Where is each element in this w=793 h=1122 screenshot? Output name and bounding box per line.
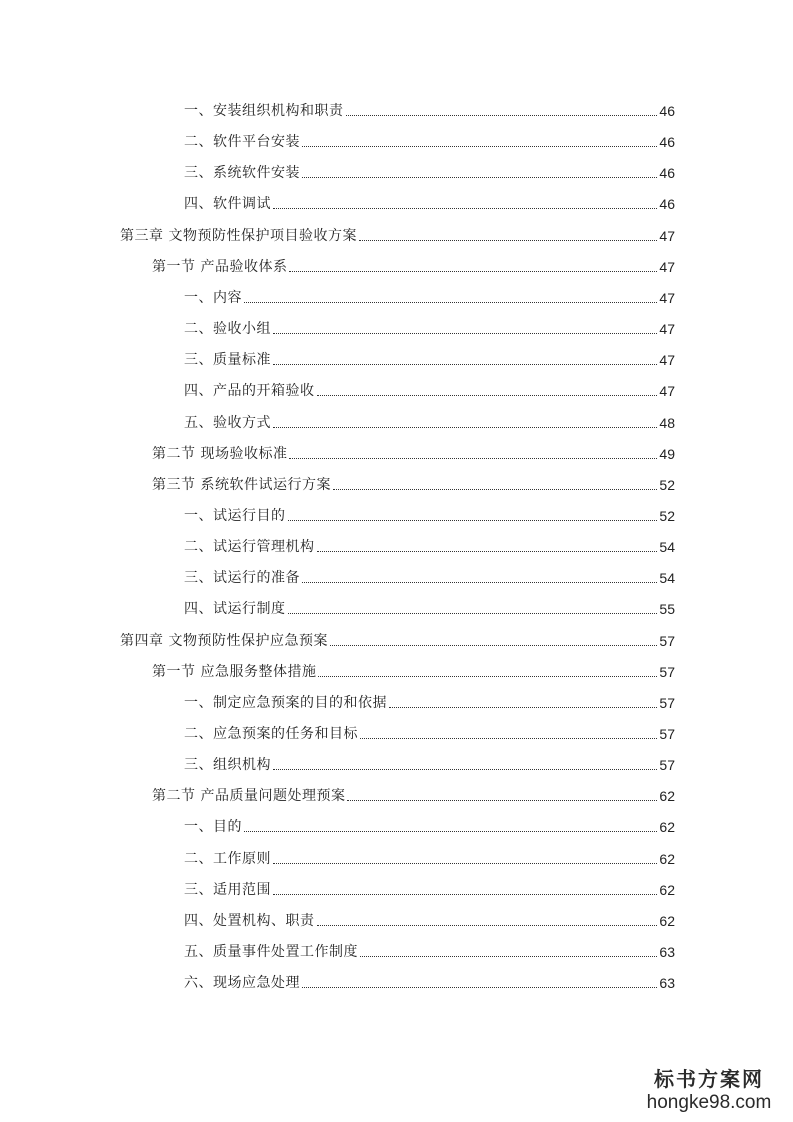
toc-entry[interactable] xyxy=(184,754,675,776)
toc-dot-leader xyxy=(347,800,657,801)
toc-entry[interactable] xyxy=(184,941,675,963)
watermark-url: hongke98.com xyxy=(646,1092,772,1113)
toc-dot-leader xyxy=(288,613,658,614)
toc-entry-page-number: 52 xyxy=(659,507,675,524)
toc-entry-title: 一、试运行目的 xyxy=(184,507,286,524)
toc-entry-title: 一、内容 xyxy=(184,289,242,306)
toc-dot-leader xyxy=(273,863,657,864)
toc-entry[interactable] xyxy=(152,661,675,683)
toc-entry[interactable] xyxy=(152,785,675,807)
toc-entry-title: 一、制定应急预案的目的和依据 xyxy=(184,694,387,711)
toc-entry[interactable] xyxy=(152,474,675,496)
toc-entry[interactable] xyxy=(184,505,675,527)
toc-dot-leader xyxy=(318,676,657,677)
toc-entry-page-number: 57 xyxy=(659,632,675,649)
toc-dot-leader xyxy=(289,271,657,272)
toc-entry-page-number: 47 xyxy=(659,321,675,337)
toc-entry-page-number: 47 xyxy=(659,227,675,244)
toc-dot-leader xyxy=(330,645,657,646)
toc-dot-leader xyxy=(360,738,657,739)
toc-entry-page-number: 62 xyxy=(659,912,675,929)
toc-entry[interactable] xyxy=(184,816,675,838)
toc-entry-page-number: 48 xyxy=(659,414,675,431)
toc-entry-title: 六、现场应急处理 xyxy=(184,975,300,992)
toc-dot-leader xyxy=(359,240,657,241)
toc-dot-leader xyxy=(317,551,658,552)
toc-entry[interactable] xyxy=(184,692,675,714)
toc-entry-page-number: 47 xyxy=(659,258,675,275)
toc-entry-page-number: 52 xyxy=(659,476,675,493)
toc-entry-title: 三、适用范围 xyxy=(184,881,271,898)
toc-entry[interactable] xyxy=(184,848,675,870)
toc-dot-leader xyxy=(273,364,657,365)
toc-dot-leader xyxy=(302,146,657,147)
toc-entry-title: 三、组织机构 xyxy=(184,757,271,774)
toc-entry-title: 三、质量标准 xyxy=(184,352,271,369)
toc-entry-page-number: 49 xyxy=(659,445,675,462)
toc-entry-title: 一、安装组织机构和职责 xyxy=(184,103,344,119)
toc-dot-leader xyxy=(302,582,657,583)
toc-entry-page-number: 47 xyxy=(659,383,675,400)
toc-entry[interactable] xyxy=(184,879,675,901)
toc-entry-title: 四、软件调试 xyxy=(184,196,271,213)
toc-dot-leader xyxy=(302,987,657,988)
toc-entry-page-number: 57 xyxy=(659,663,675,680)
toc-entry[interactable] xyxy=(184,162,675,184)
toc-entry-page-number: 47 xyxy=(659,352,675,369)
toc-entry-page-number: 46 xyxy=(659,103,675,119)
toc-entry[interactable] xyxy=(184,972,675,994)
toc-dot-leader xyxy=(333,489,657,490)
toc-entry[interactable] xyxy=(184,567,675,589)
toc-entry-title: 第三章 文物预防性保护项目验收方案 xyxy=(120,227,357,244)
toc-entry-page-number: 62 xyxy=(659,788,675,805)
toc-entry-title: 二、应急预案的任务和目标 xyxy=(184,726,358,742)
toc-dot-leader xyxy=(273,427,657,428)
toc-dot-leader xyxy=(273,769,657,770)
toc-entry[interactable] xyxy=(184,349,675,371)
toc-entry-page-number: 55 xyxy=(659,601,675,618)
toc-entry[interactable] xyxy=(184,723,675,745)
toc-entry-page-number: 57 xyxy=(659,694,675,711)
toc-entry-title: 第一节 应急服务整体措施 xyxy=(152,663,317,680)
toc-entry-page-number: 54 xyxy=(659,570,675,587)
toc-entry-title: 二、软件平台安装 xyxy=(184,134,300,151)
toc-entry-title: 第二节 现场验收标准 xyxy=(152,445,288,462)
toc-entry-title: 一、目的 xyxy=(184,819,242,836)
toc-entry-page-number: 62 xyxy=(659,850,675,867)
toc-entry-page-number: 46 xyxy=(659,165,675,182)
toc-entry-page-number: 46 xyxy=(659,196,675,213)
toc-dot-leader xyxy=(302,177,657,178)
toc-entry[interactable] xyxy=(184,910,675,932)
toc-dot-leader xyxy=(346,115,658,116)
toc-entry[interactable] xyxy=(152,256,675,278)
toc-entry-page-number: 54 xyxy=(659,539,675,556)
toc-entry-title: 三、系统软件安装 xyxy=(184,165,300,182)
toc-entry[interactable] xyxy=(184,193,675,215)
toc-entry-title: 第二节 产品质量问题处理预案 xyxy=(152,788,346,805)
toc-entry-page-number: 47 xyxy=(659,289,675,306)
toc-dot-leader xyxy=(317,925,658,926)
toc-dot-leader xyxy=(244,302,657,303)
toc-entry-page-number: 62 xyxy=(659,881,675,898)
toc-dot-leader xyxy=(360,956,657,957)
toc-entry-title: 五、质量事件处置工作制度 xyxy=(184,944,358,960)
toc-dot-leader xyxy=(244,831,657,832)
toc-entry-page-number: 57 xyxy=(659,726,675,742)
toc-entry-title: 四、产品的开箱验收 xyxy=(184,383,315,400)
toc-entry-title: 三、试运行的准备 xyxy=(184,570,300,587)
toc-entry[interactable] xyxy=(184,100,675,122)
toc-dot-leader xyxy=(389,707,657,708)
toc-dot-leader xyxy=(273,208,657,209)
toc-entry[interactable] xyxy=(184,131,675,153)
toc-dot-leader xyxy=(273,894,657,895)
toc-entry[interactable] xyxy=(120,630,675,652)
watermark-logo xyxy=(639,1066,779,1114)
toc-entry-title: 五、验收方式 xyxy=(184,414,271,431)
toc-entry-page-number: 63 xyxy=(659,944,675,960)
toc-entry-title: 第三节 系统软件试运行方案 xyxy=(152,476,331,493)
toc-entry-page-number: 62 xyxy=(659,819,675,836)
toc-entry-title: 四、处置机构、职责 xyxy=(184,912,315,929)
toc-entry[interactable] xyxy=(152,443,675,465)
toc-entry[interactable] xyxy=(184,412,675,434)
toc-entry-page-number: 63 xyxy=(659,975,675,992)
toc-entry[interactable] xyxy=(120,225,675,247)
toc-entry-page-number: 46 xyxy=(659,134,675,151)
toc-dot-leader xyxy=(273,333,657,334)
toc-entry-page-number: 57 xyxy=(659,757,675,774)
toc-dot-leader xyxy=(288,520,658,521)
toc-entry-title: 二、工作原则 xyxy=(184,850,271,867)
toc-entry[interactable] xyxy=(184,536,675,558)
toc-dot-leader xyxy=(317,395,658,396)
toc-entry-title: 二、试运行管理机构 xyxy=(184,539,315,556)
toc-dot-leader xyxy=(289,458,657,459)
toc-entry-title: 第一节 产品验收体系 xyxy=(152,258,288,275)
toc-entry-title: 二、验收小组 xyxy=(184,321,271,337)
watermark-site-name: 标书方案网 xyxy=(654,1067,764,1091)
toc-entry[interactable] xyxy=(184,318,675,340)
toc-entry-title: 四、试运行制度 xyxy=(184,601,286,618)
toc-entry[interactable] xyxy=(184,287,675,309)
toc-entry-title: 第四章 文物预防性保护应急预案 xyxy=(120,632,328,649)
toc-entry[interactable] xyxy=(184,598,675,620)
toc-entry[interactable] xyxy=(184,380,675,402)
